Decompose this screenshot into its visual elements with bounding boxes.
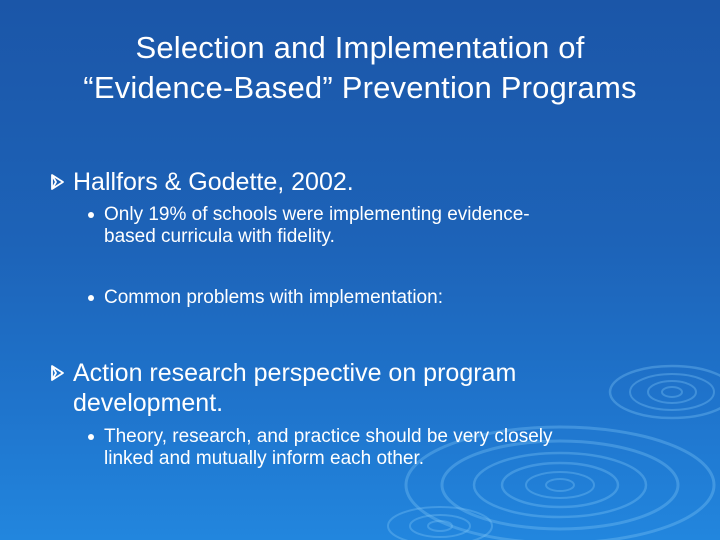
bullet-line-1: Action research perspective on program: [73, 359, 517, 387]
sub-bullet-line-2: based curricula with fidelity.: [104, 226, 335, 247]
sub-bullet-text: [104, 426, 684, 470]
slide-title: [0, 28, 720, 108]
arrow-bullet-icon: [49, 358, 67, 388]
sub-bullet-line-2: linked and mutually inform each other.: [104, 448, 425, 469]
dot-bullet-icon: [88, 212, 94, 218]
sub-bullet-text: [104, 287, 684, 309]
bullet-text: [73, 358, 633, 418]
slide-title-line-2: “Evidence-Based” Prevention Programs: [83, 70, 637, 105]
sub-bullet-line-1: Common problems with implementation:: [104, 287, 443, 308]
dot-bullet-icon: [88, 295, 94, 301]
sub-bullet-text: [104, 204, 684, 248]
bullet-text: Hallfors & Godette, 2002.: [73, 168, 354, 196]
sub-bullet-line-1: Only 19% of schools were implementing evidence-: [104, 204, 530, 225]
arrow-bullet-icon: [49, 167, 67, 197]
dot-bullet-icon: [88, 434, 94, 440]
sub-bullet-line-1: Theory, research, and practice should be very closely: [104, 426, 553, 447]
slide-title-line-1: Selection and Implementation of: [135, 30, 585, 65]
bullet-line-2: development.: [73, 389, 224, 417]
